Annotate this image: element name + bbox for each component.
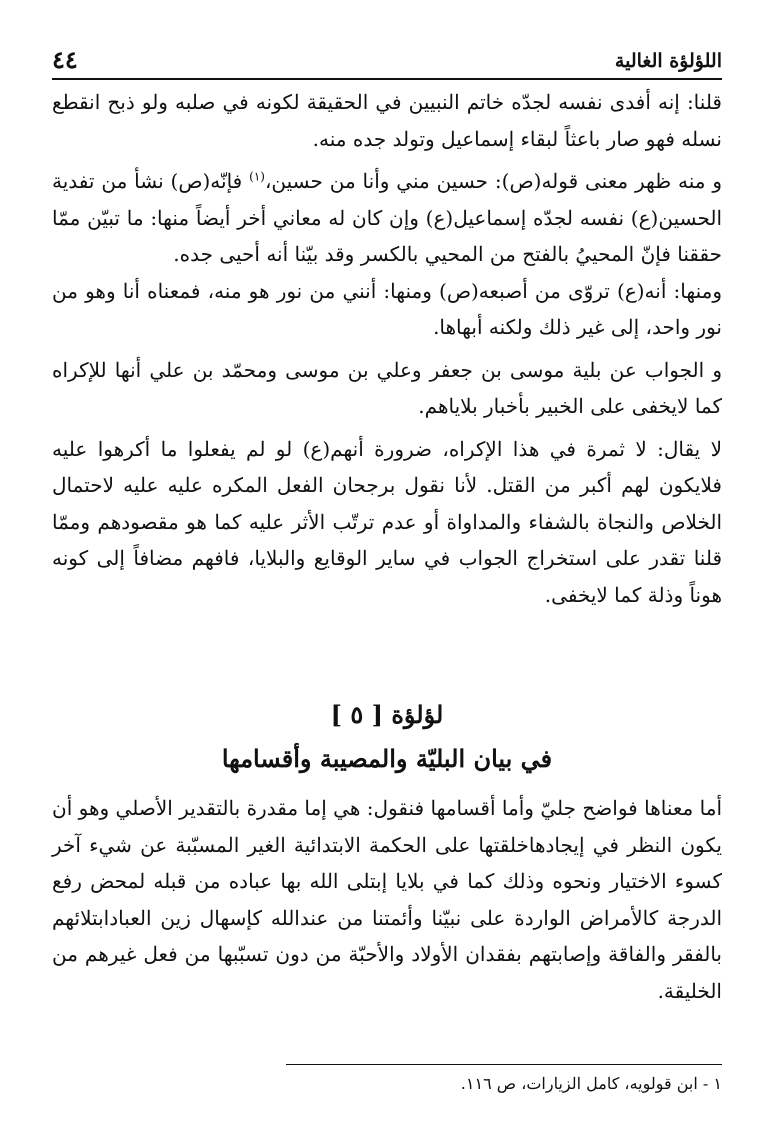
page-header [52,44,722,74]
paragraph-2-rest: فإنّه(ص) نشأ من تفدية الحسين(ع) نفسه لجدّه إسماعيل(ع) وإن كان له معاني أخر أيضاً منها: ما تبيّن ممّا حققنا فإنّ المحييُ بالفتح من المحيي بالكسر وقد بيّنا أنه أحيى جده. [52,169,723,266]
section-title: لؤلؤة [ ٥ ] [330,700,444,729]
main-text [52,84,722,613]
running-title: اللؤلؤة الغالية [614,50,722,72]
footnote-rule [286,1064,722,1065]
section-subtitle: في بيان البليّة والمصيبة وأقسامها [221,744,553,773]
paragraph-2-start: و منه ظهر معنى قوله(ص): حسين مني وأنا من حسين، [264,169,722,193]
paragraph-1: قلنا: إنه أفدى نفسه لجدّه خاتم النبيين في الحقيقة لكونه في صلبه ولو ذبح انقطع نسله فهو صار باعثاً لبقاء إسماعيل وتولد جده منه. [52,90,722,151]
header-rule [52,78,722,80]
footnote: ١ - ابن قولويه، كامل الزيارات، ص ١١٦. [460,1074,722,1093]
paragraph-2 [52,163,722,273]
paragraph-4: و الجواب عن بلية موسى بن جعفر وعلي بن موسى ومحمّد بن علي أنها للإكراه كما لايخفى على الخبير بأخبار بلاياهم. [52,357,722,418]
page-number: ٤٤ [52,45,78,74]
paragraph-3: ومنها: أنه(ع) تروّى من أصبعه(ص) ومنها: أنني من نور هو منه، فمعناه أنا وهو من نور واحد، إلى غير ذلك ولكنه أبهاها. [52,278,722,339]
section-paragraph: أما معناها فواضح جليّ وأما أقسامها فنقول: هي إما مقدرة بالتقدير الأصلي وهو أن يكون النظر في إيجادهاخلقتها على الحكمة الابتدائية الغير المسبّبة عن شيء آخر كسوء الاختيار ونحوه وذلك كما في بلايا إبتلى الله بها عباده من قبله لمحض رفع الدرجة كالأمراض الواردة على نبيّنا وأئمتنا من عندالله كإسهال زين العبادابتلائهم بالفقر والفاقة وإصابتهم بفقدان الأولاد والأحبّة من دون تسبّبها من فعل غيرهم من الخليقة. [52,796,722,1003]
paragraph-5: لا يقال: لا ثمرة في هذا الإكراه، ضرورة أنهم(ع) لو لم يفعلوا ما أكرهوا عليه فلايكون لهم أكبر من القتل. لأنا نقول برجحان الفعل المكره عليه عليه لاحتمال الخلاص والنجاة بالشفاء والمداواة أو عدم ترتّب الأثر عليه كما هو مقصودهم وممّا قلنا تقدر على استخراج الجواب في ساير الوقايع والبلايا، فافهم مضافاً إلى كونه هوناً وذلة كما لايخفى. [52,436,722,607]
section-body [52,790,722,1009]
footnote-marker: (١) [249,169,265,184]
